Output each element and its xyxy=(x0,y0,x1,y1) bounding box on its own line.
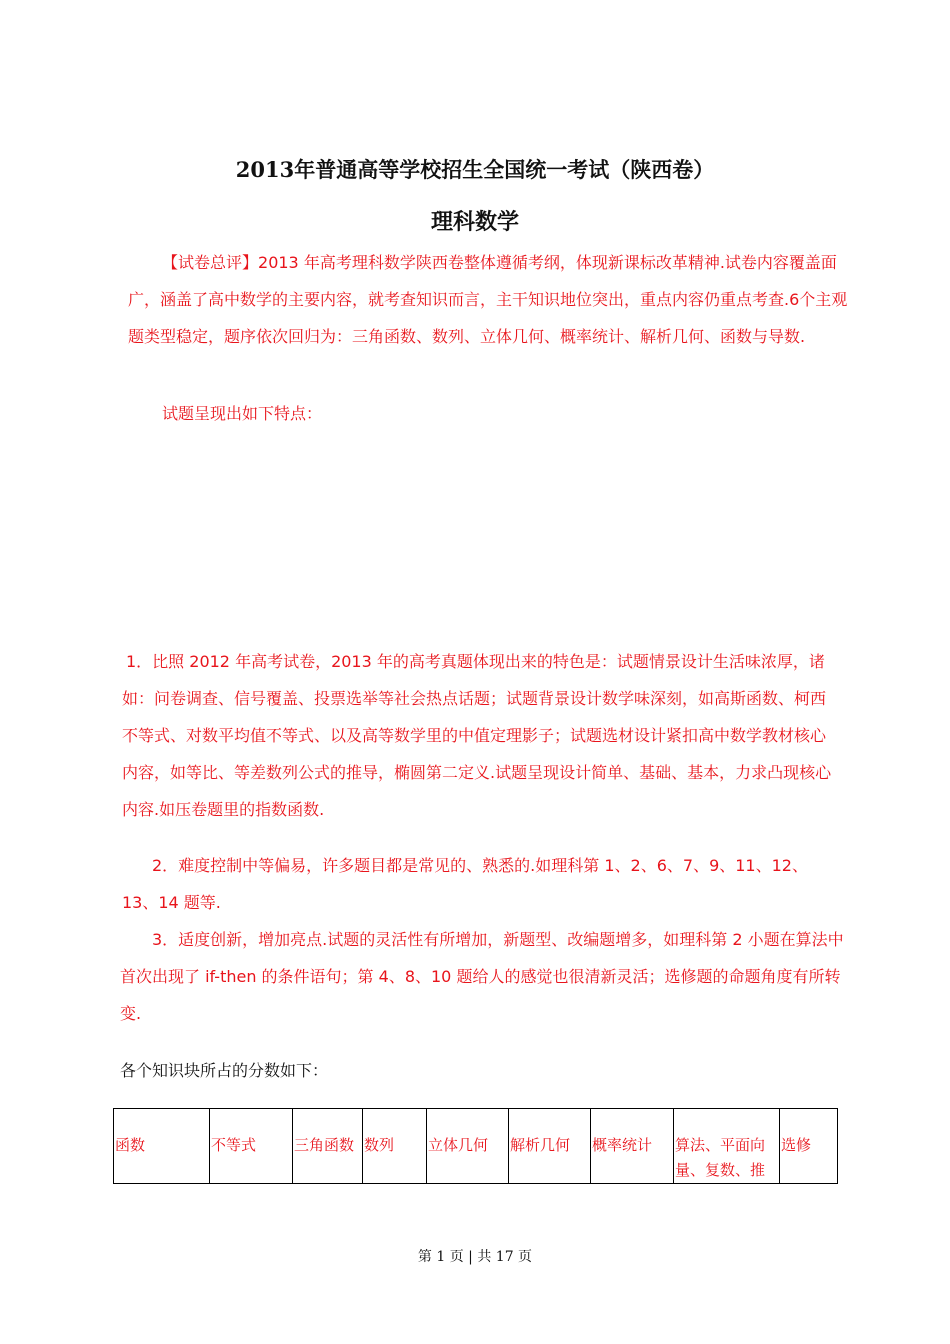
table-header-cell: 解析几何 xyxy=(509,1109,591,1184)
exam-summary-paragraph xyxy=(128,244,854,355)
table-header-cell: 不等式 xyxy=(210,1109,293,1184)
feature-point-1: 1．比照 2012 年高考试卷，2013 年的高考真题体现出来的特色是：试题情景设计生活味浓厚，诸如：问卷调查、信号覆盖、投票选举等社会热点话题；试题背景设计数学味深刻，如高斯函数、柯西不等式、对数平均值不等式、以及高等数学里的中值定理影子；试题选材设计紧扣高中数学教材核心内容，如等比、等差数列公式的推导，椭圆第二定义.试题呈现设计简单、基础、基本，力求凸现核心内容.如压卷题里的指数函数. xyxy=(122,652,832,819)
document-subtitle: 理科数学 xyxy=(430,209,519,235)
table-row xyxy=(114,1109,838,1184)
knowledge-score-table xyxy=(113,1108,838,1184)
table-header-cell: 选修 xyxy=(780,1109,838,1184)
table-header-cell: 数列 xyxy=(363,1109,427,1184)
summary-text: 2013 年高考理科数学陕西卷整体遵循考纲，体现新课标改革精神.试卷内容覆盖面广，涵盖了高中数学的主要内容，就考查知识而言，主干知识地位突出，重点内容仍重点考查.6个主观题类型稳定，题序依次回归为：三角函数、数列、立体几何、概率统计、解析几何、函数与导数. xyxy=(128,253,848,346)
table-header-cell: 概率统计 xyxy=(591,1109,674,1184)
feature-point-2: 2．难度控制中等偏易，许多题目都是常见的、熟悉的.如理科第 1、2、6、7、9、11、12、13、14 题等. xyxy=(122,856,808,912)
table-header-cell: 立体几何 xyxy=(427,1109,509,1184)
table-intro: 各个知识块所占的分数如下： xyxy=(120,1061,329,1080)
table-header-cell: 算法、平面向量、复数、推 xyxy=(674,1109,780,1184)
features-intro: 试题呈现出如下特点： xyxy=(162,404,323,423)
page-footer: 第 1 页 | 共 17 页 xyxy=(417,1249,533,1265)
feature-point-3: 3．适度创新，增加亮点.试题的灵活性有所增加，新题型、改编题增多，如理科第 2 小题在算法中首次出现了 if-then 的条件语句；第 4、8、10 题给人的感觉也很清新灵活；选修题的命题角度有所转变. xyxy=(120,930,844,1023)
document-title: 2013年普通高等学校招生全国统一考试（陕西卷） xyxy=(235,157,715,182)
table-header-cell: 函数 xyxy=(114,1109,210,1184)
summary-tag: 【试卷总评】 xyxy=(162,253,259,272)
table-header-cell: 三角函数 xyxy=(293,1109,363,1184)
